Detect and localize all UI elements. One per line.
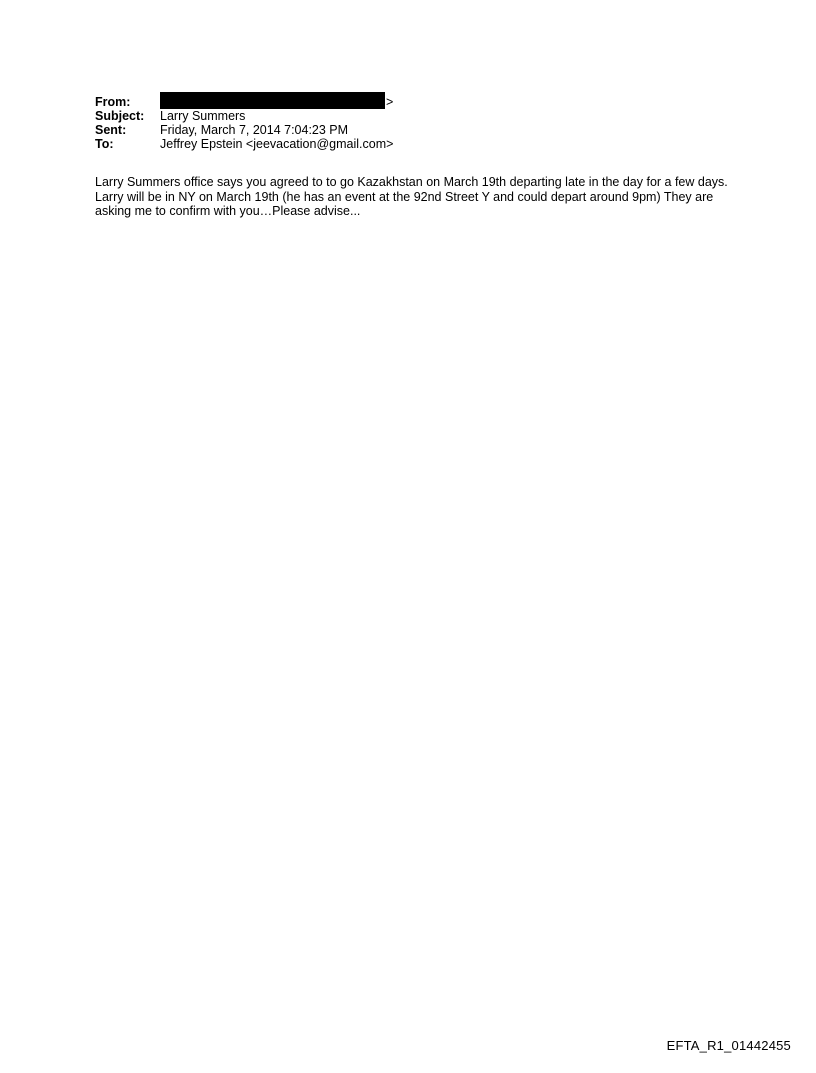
subject-label: Subject:: [95, 109, 145, 123]
subject-row: [95, 109, 393, 123]
subject-value: Larry Summers: [160, 109, 246, 123]
email-body: Larry Summers office says you agreed to to go Kazakhstan on March 19th departing late in the day for a few days. Larry will be in NY on March 19th (he has an event at the 92nd Street Y and could depart around 9pm) They are asking me to confirm with you…Please advise...: [95, 175, 728, 218]
document-id: EFTA_R1_01442455: [666, 1038, 791, 1053]
redaction-block: [160, 92, 385, 109]
to-row: [95, 137, 393, 151]
from-suffix: >: [386, 94, 394, 109]
email-header: [95, 95, 393, 151]
from-label: From:: [95, 95, 131, 109]
from-value: [160, 95, 393, 110]
sent-value: Friday, March 7, 2014 7:04:23 PM: [160, 123, 349, 137]
to-value: Jeffrey Epstein <jeevacation@gmail.com>: [160, 137, 394, 151]
sent-label: Sent:: [95, 123, 127, 137]
sent-row: [95, 123, 393, 137]
to-label: To:: [95, 137, 114, 151]
from-row: [95, 95, 393, 109]
